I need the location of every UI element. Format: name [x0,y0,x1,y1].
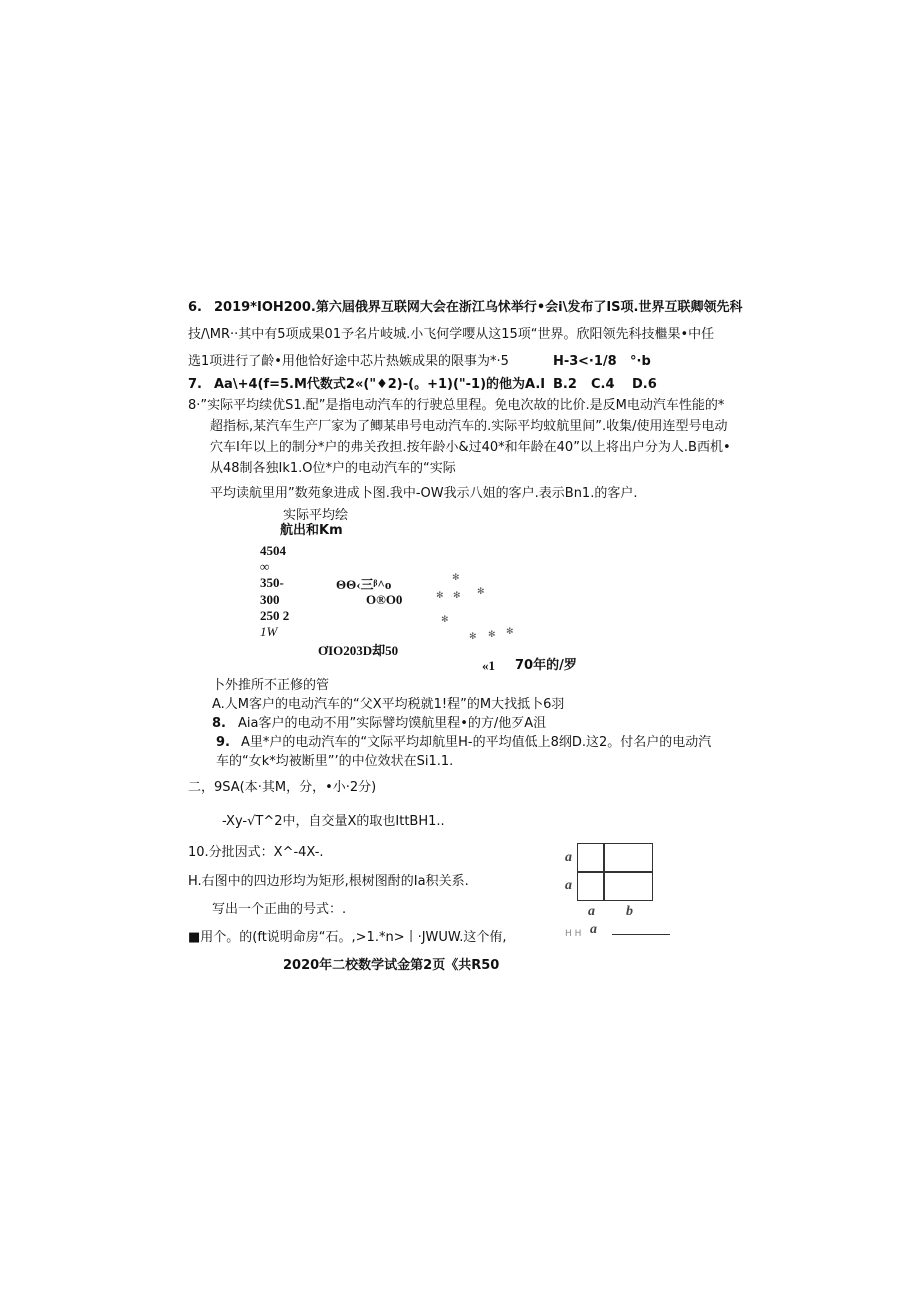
q6-line1: 2019*IOH200.第六屆俄界互联网大会在浙江乌怵举行•会i\发布了IS项.世界互联卿领先科 [214,300,743,315]
y-label-350: 350- [260,575,284,590]
scatter-point: ✻ [469,632,477,642]
q8-option-b-number: 8. [212,716,226,731]
q8-option-c-number: 9. [216,735,230,750]
q10-text: 10.分批因式：X^-4X-. [188,845,324,860]
q6-number: 6. [188,300,202,315]
answer-blank [612,934,670,935]
q6-option-b: H-3 [553,354,579,369]
figure-label-a-top: a [565,850,572,865]
legend-row2: O®O0 [366,592,403,607]
q12-text: ■用个。的(ft说明命房“石。,>1.*n>丨·JWUW.这个侑, [188,930,507,945]
scatter-point: ✻ [488,630,496,640]
y-label-250: 250 2 [260,608,290,623]
scatter-point: ✻ [452,573,460,583]
x-axis-caption: 70年的/罗 [515,658,577,673]
q11-subtext: 写出一个正曲的号式：. [212,902,347,917]
page-footer: 2020年二校数学试金第2页《共R50 [283,958,500,973]
y-label-400: ∞ [260,559,270,574]
q6-option-d: °·b [630,354,651,369]
scatter-point: ✻ [477,587,485,597]
q8-option-b: Aia客户的电动不用”实际譬均馍航里程•的方/他歹A沮 [238,716,547,731]
scatter-point: ✻ [436,591,444,601]
legend-row1: ΘΘ‹三ᵝ^o [336,577,392,592]
section2-heading: 二，9SA(本·其M，分，•小·2分) [188,780,377,795]
figure-a-line: a [590,922,597,937]
scatter-point: ✻ [441,615,449,625]
q6-line2: 技/\MR··其中有5项成果01予名片岐城.小飞何学嘤从这15项“世界。欣阳领先科技檵果•中任 [188,327,715,342]
q7-option-c: C.4 [591,377,615,392]
figure-prefix: H H [565,929,582,939]
q6-option-c: <·1/8 [578,354,617,369]
q7-option-b: B.2 [553,377,577,392]
y-label-200: 1W [260,624,278,639]
q7-option-d: D.6 [632,377,657,392]
q7-number: 7. [188,377,202,392]
q8-line3: 穴车I年以上的制分*户的弗关孜担.按年龄小&过40*和年龄在40”以上将出户分为人.B西机• [210,440,731,455]
q8-options-lead: 卜外推所不正修的管 [212,678,330,693]
chart-title-line2: 航出和Km [280,523,343,538]
q8-option-c-line2: 车的“女k*均被断里”’的中位效状在Si1.1. [216,754,454,769]
q8-line1: 8·”实际平均续优S1.配”是指电动汽车的行驶总里程。免电次故的比价.是反M电动汽车性能的* [188,398,725,413]
chart-title-line1: 实际平均绘 [283,508,349,523]
q9-text: -Xy-√T^2中，自交量X的取也IttBH1.. [222,814,445,829]
y-label-450: 4504 [260,543,286,558]
figure-label-a-middle: a [565,878,572,893]
q8-line2: 超指标,某汽车生产厂家为了鲫某串号电动汽车的.实际平均蚊航里间”.收集/使用连型号电动 [210,419,728,434]
figure-label-b-bottom: b [626,904,633,919]
x-axis-right-label: «1 [482,658,495,673]
q7-text: Aa\+4(f=5.M代数式2«("♦2)-(。+1)("-1)的他为A.I [214,377,546,392]
x-axis-ticks: ƠIO203D却50 [318,643,399,658]
q11-text: H.右图中的四边形均为矩形,根树图酎的Ia积关系. [188,874,469,889]
q6-line3: 选1项进行了齡•用他恰好途中芯片热嫉成果的限事为*·5 [188,354,509,369]
q8-line5: 平均读航里用”数苑象进成卜图.我中-OW我示八姐的客户.表示Bn1.的客户. [210,486,638,501]
q8-option-a: A.人M客户的电动汽车的“父X平均税就1!程”的M大找抵卜6羽 [212,697,565,712]
y-label-300: 300 [260,592,280,607]
q8-option-c-line1: A里*户的电动汽车的“文际平均却航里H-的平均值低上8纲D.这2。付名户的电动汽 [241,735,712,750]
rectangle-figure [577,843,653,901]
scatter-point: ✻ [453,591,461,601]
scatter-point: ✻ [506,627,514,637]
q8-line4: 从48制各独Ik1.O位*户的电动汽车的“实际 [210,461,456,476]
figure-label-a-bottom: a [588,904,595,919]
